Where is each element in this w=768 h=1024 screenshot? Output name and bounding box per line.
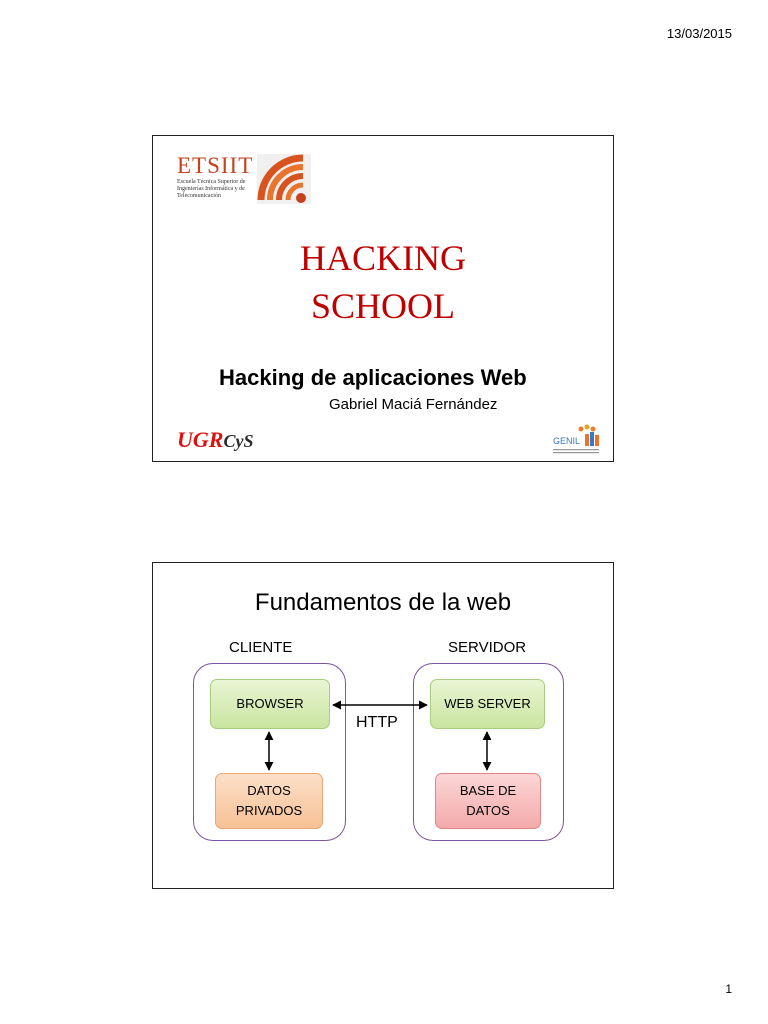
http-label: HTTP: [356, 714, 398, 731]
web-server-node: WEB SERVER: [430, 679, 545, 729]
database-node: BASE DE DATOS: [435, 773, 541, 829]
ugrcys-logo: UGRCyS: [177, 427, 254, 452]
slide-title: [152, 135, 614, 462]
server-label: SERVIDOR: [448, 639, 527, 656]
etsiit-logo: [177, 154, 309, 206]
etsiit-logo-subtext: Escuela Técnica Superior de Ingenierías Informática y de Telecomunicación: [177, 179, 246, 199]
author-name: Gabriel Maciá Fernández: [329, 396, 498, 413]
etsiit-logo-text: ETSIIT: [177, 153, 254, 178]
slide-title: Fundamentos de la web: [254, 589, 512, 616]
page-date: 13/03/2015: [666, 26, 732, 41]
page-number: 1: [725, 982, 732, 996]
main-title-line1: HACKING: [300, 238, 466, 278]
etsiit-emblem-icon: [257, 154, 311, 204]
slide-subtitle: Hacking de aplicaciones Web: [219, 365, 527, 390]
private-data-node: DATOS PRIVADOS: [215, 773, 323, 829]
browser-node: BROWSER: [210, 679, 330, 729]
main-title-line2: SCHOOL: [310, 286, 456, 326]
client-label: CLIENTE: [229, 639, 293, 656]
genil-logo-text: GENIL: [553, 436, 581, 446]
genil-logo-icon: [551, 424, 605, 458]
diagram-arrows: [153, 563, 613, 888]
slide-web-fundamentals: [152, 562, 614, 889]
